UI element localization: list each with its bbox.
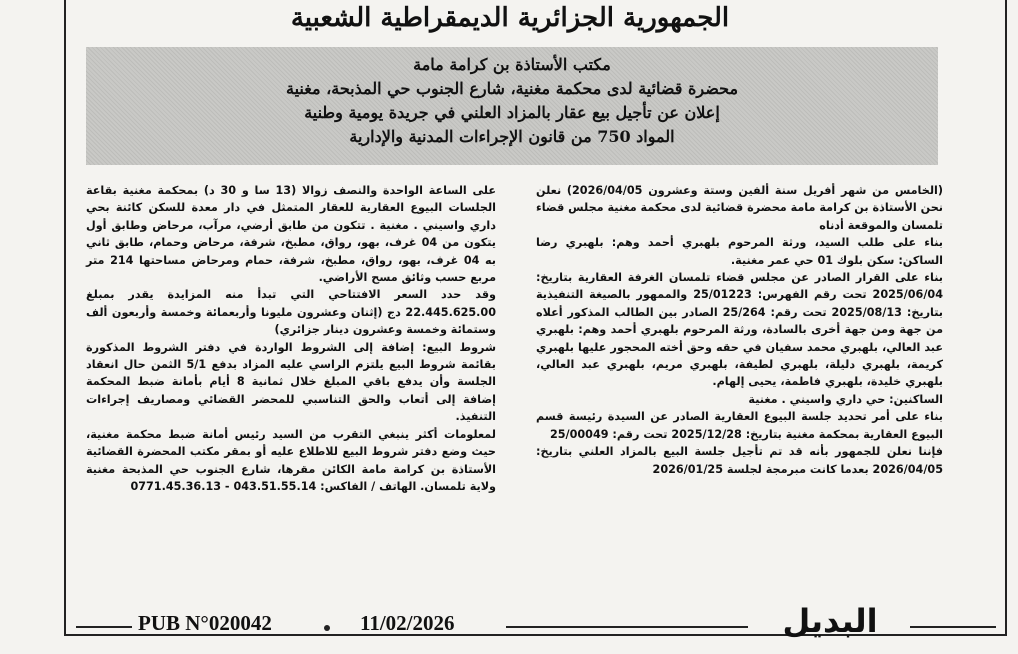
publication-date: 11/02/2026: [360, 611, 455, 635]
footer-rule-left: [76, 626, 132, 628]
paragraph-opening-price: وقد حدد السعر الافتتاحي التي تبدأ منه المزايدة يقدر بمبلغ 22.445.625.00 دج (إثنان وعشرون مليونا وأربعمائة وخمسة وأربعون ألف وستمائة وخمسة وعشرون دينار جزائري): [86, 288, 496, 337]
paragraph-sale-conditions: شروط البيع: إضافة إلى الشروط الواردة في دفتر الشروط المذكورة بقائمة شروط البيع يلتزم الراسي عليه المزاد بدفع 5/1 الثمن حال انعقاد الجلسة وأن يدفع باقي المبلغ خلال ثمانية 8 أيام بأمانة ضبط المحكمة إضافة إلى أتعاب والحق التناسبي للمحضر القضائي ومصاريف إجراءات التنفيذ.: [86, 340, 496, 424]
paragraph-residence: الساكنين: حي داري واسيني . مغنية: [748, 392, 943, 406]
frame-right-border: [1005, 0, 1007, 636]
office-address: محضرة قضائية لدى محكمة مغنية، شارع الجنوب حي المذبحة، مغنية: [285, 79, 739, 98]
paragraph-property-description: على الساعة الواحدة والنصف زوالا (13 سا و 30 د) بمحكمة مغنية بقاعة الجلسات البيوع العقارية للعقار المتمثل في دار معدة للسكن كائنة بحي داري واسيني . مغنية . تتكون من طابق أرضي، مرآب، مرحاض وطابق أول يتكون من 04 غرف، بهو، رواق، مطبخ، شرفة، مرحاض وحمام، طابق ثاني به 04 غرف، بهو، رواق، مطبخ، شرفة، حمام ومرحاض مساحتها 214 متر مربع حسب وثائق مسح الأراضي.: [86, 184, 497, 285]
paragraph-hearing-order: بناء على أمر تحديد جلسة البيوع العقارية الصادر عن السيدة رئيسة قسم البيوع العقارية بمحكمة مغنية بتاريخ: 2025/12/28 تحت رقم: 25/00049: [536, 410, 943, 441]
newspaper-brand-logo: البديل: [782, 602, 878, 640]
paragraph-court-decision: بناء على القرار الصادر عن مجلس قضاء تلمسان الغرفة العقارية بتاريخ: 2025/06/04 تحت رقم الفهرس: 25/01223 والممهور بالصيغة التنفيذية بتاريخ: 2025/08/13 تحت رقم: 25/264 الصادر بين الطالب المذكور أعلاه من جهة ومن جهة أخرى بالسادة، ورثة المرحوم بلهبري أحمد وهم: بلهبري عبد العالي، بلهبري محمد سفيان في حقه وحق أخته المحجور عليها بلهبري كريمة، بلهبري دليلة، بلهبري لطيفة، بلهبري مريم، بلهبري عبد العالي، بلهبري خليدة، بلهبري فاطمة، يحيى إلهام.: [536, 271, 943, 389]
paragraph-postponement: فإننا نعلن للجمهور بأنه قد تم تأجيل جلسة البيع بالمزاد العلني بتاريخ: 2026/04/05 بعدما كانت مبرمجة لجلسة 2026/01/25: [536, 445, 943, 476]
paragraph-contact-info: لمعلومات أكثر ينبغي التقرب من السيد رئيس أمانة ضبط محكمة مغنية، حيث وضع دفتر شروط البيع للاطلاع عليه أو بمقر مكتب المحضرة القضائية الأستاذة بن كرامة مامة الكائن مقرها، شارع الجنوب حي المذبحة مغنية ولاية تلمسان. الهاتف / الفاكس: 043.51.55.14 - 0771.45.36.13: [86, 427, 496, 493]
right-text-column: [536, 182, 943, 478]
frame-left-border: [64, 0, 66, 636]
footer-rule-mid: [506, 626, 748, 628]
footer-separator-dot: [324, 625, 330, 631]
office-name: مكتب الأستاذة بن كرامة مامة: [413, 55, 611, 74]
paragraph-applicant: بناء على طلب السيد، ورثة المرحوم بلهبري أحمد وهم: بلهبري رضا الساكن: سكن بلوك 01 حي عمر مغنية.: [536, 236, 943, 267]
legal-reference: المواد 750 من قانون الإجراءات المدنية والإدارية: [349, 127, 675, 146]
notice-subject: إعلان عن تأجيل بيع عقار بالمزاد العلني في جريدة يومية وطنية: [304, 103, 720, 122]
notice-header-box: [86, 47, 938, 165]
footer-rule-right: [910, 626, 996, 628]
document-title: الجمهورية الجزائرية الديمقراطية الشعبية: [290, 3, 730, 33]
publication-number: PUB N°020042: [138, 611, 272, 635]
paragraph-announcement: (الخامس من شهر أفريل سنة ألفين وستة وعشرون 2026/04/05) نعلن نحن الأستاذة بن كرامة مامة محضرة قضائية لدى محكمة مغنية مجلس قضاء تلمسان والموقعة أدناه: [536, 184, 943, 232]
left-text-column: [86, 182, 496, 495]
